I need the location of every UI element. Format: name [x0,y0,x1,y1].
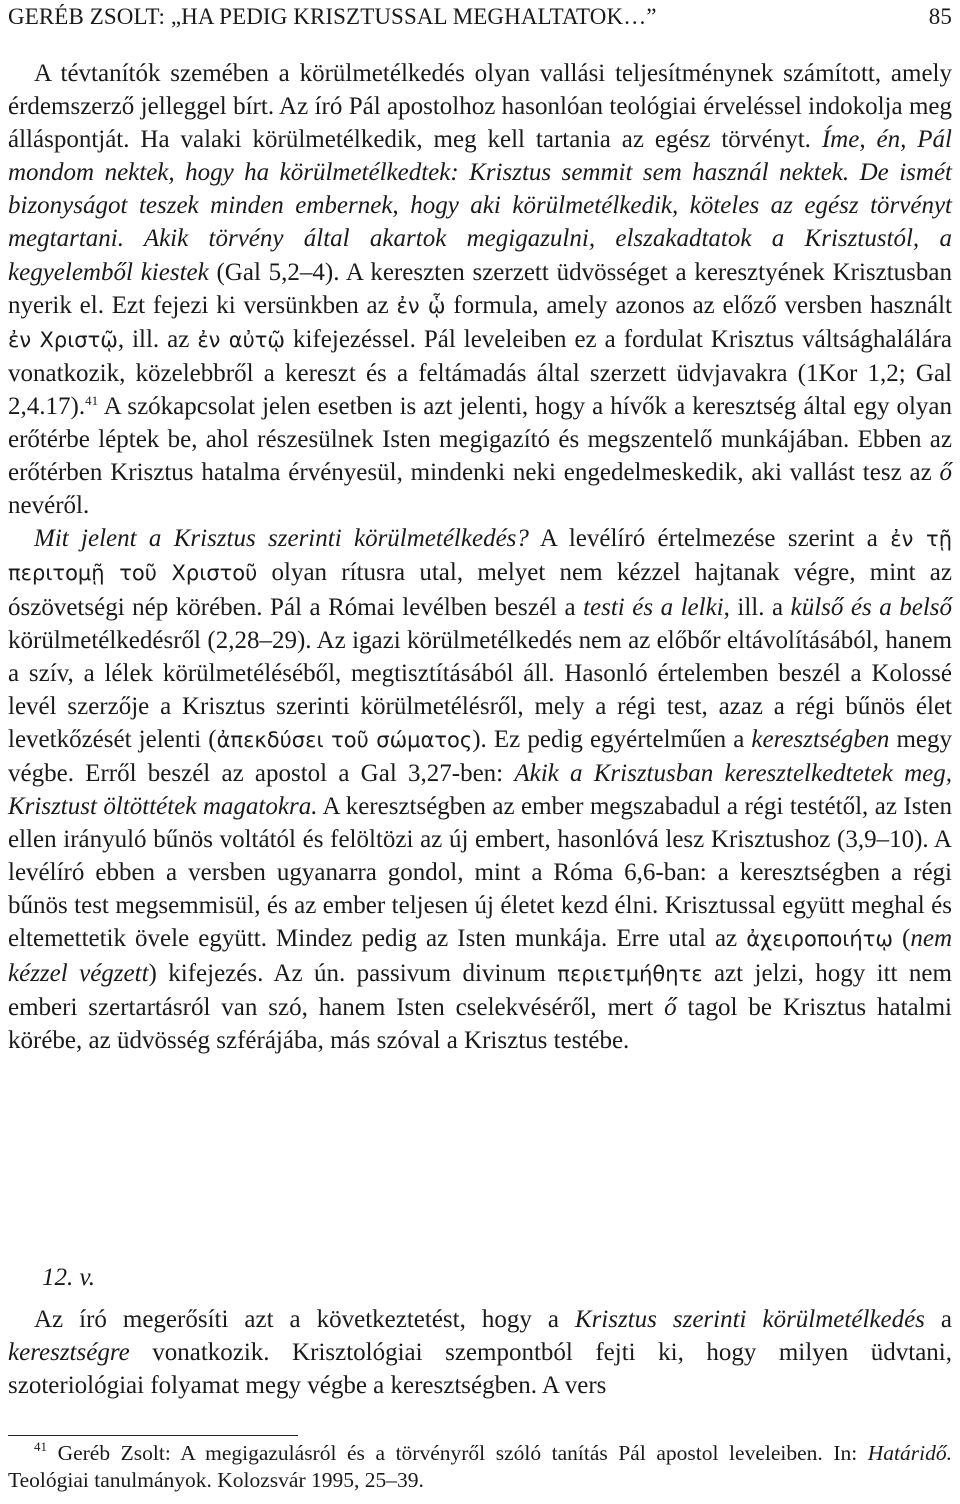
text-run: , ill. a [723,593,791,621]
greek-en-christo: ἐν Χριστῷ [8,327,118,352]
main-text-continued [8,1303,952,1402]
text-run: (Gal 5,2–4). A kereszten szerzett üdvösséget a keresztyének Krisztusban nyerik el. Ezt fejezi ki versünkben az [8,258,952,319]
text-run: A tévtanítók szemében a körülmetélkedés olyan vallási teljesítménynek számított, amely érdemszerző jelleggel bírt. Az író Pál apostolhoz hasonlóan teológiai érveléssel indokolja meg álláspontját. Ha valaki körülmetélkedik, meg kell tartania az egész törvényt. [8,60,952,154]
footnote-41 [8,1440,952,1494]
footnote-divider [8,1435,298,1436]
text-run: megy végbe. Erről beszél az apostol a Gal 3,27-ben: [8,725,952,787]
text-run: ) kifejezés. Az ún. passivum divinum [148,959,558,987]
italic-run: Határidő. [867,1441,952,1465]
section-heading: 12. v. [42,1264,95,1291]
text-run: körülmetélkedésről (2,28–29). Az igazi körülmetélkedés nem az előbőr eltávolításából, hanem a szív, a lélek körülmetéléséből, megtisztításából áll. Hasonló értelemben beszél a Kolossé levél szerzője a Krisztus szerinti körülmetélésről, mely a régi test, azaz a régi bűnös élet levetkőzését jelenti ( [8,626,952,753]
footnote-reference[interactable]: 41 [85,392,99,408]
text-run: ). Ez pedig egyértelműen a [472,725,752,753]
italic-run: nem kézzel végzett [8,925,952,987]
text-run: , ill. az [117,325,198,353]
text-run: A levélíró értelmezése szerint a [528,525,891,553]
text-run: ( [892,925,911,953]
italic-run: Krisztus szerinti körülmetélkedés [574,1306,925,1333]
footnote [8,1440,952,1494]
text-run: A szókapcsolat jelen esetben is azt jelenti, hogy a hívők a keresztség által egy olyan erőtérbe léptek be, ahol részesülnek Isten megigazító és megszentelő munkájában. Ebben az erőtérben Krisztus hatalma érvényesül, mindenki neki engedelmeskedik, aki vallást tesz az [8,392,952,487]
italic-run: testi és a lelki [583,593,724,621]
greek-en-auto: ἐν αὐτῷ [197,327,286,352]
italic-pronoun: ő [939,459,952,487]
text-run: Teológiai tanulmányok. Kolozsvár 1995, 25–39. [8,1468,424,1492]
italic-run: külső és a belső [790,593,952,621]
paragraph-3 [8,1303,952,1402]
italic-question: Mit jelent a Krisztus szerinti körülmetélkedés? [34,525,529,553]
greek-perietmethete: περιετμήθητε [557,961,703,986]
greek-acheiropoieto: ἀχειροποιήτῳ [746,927,893,952]
quote-gal-5-2-4: Íme, én, Pál mondom nektek, hogy ha körülmetélkedtek: Krisztus semmit sem használ nektek. De ismét bizonyságot teszek minden embernek, hogy aki körülmetélkedik, köteles az egész törvényt megtartani. Akik törvény által akartok megigazulni, elszakadtatok a Krisztustól, a kegyelemből kiestek [8,126,953,286]
text-run: olyan rítusra utal, melyet nem kézzel hajtanak végre, mint az ószövetségi nép körében. Pál a Római levélben beszél a [8,559,952,621]
paragraph-2 [8,522,952,1057]
text-run: formula, amely azonos az előző versben használt [445,291,952,319]
running-title: GERÉB ZSOLT: „HA PEDIG KRISZTUSSAL MEGHALTATOK…” [8,4,657,29]
running-header [8,4,952,34]
text-run: vonatkozik. Krisztológiai szempontból fejti ki, hogy milyen üdvtani, szoteriológiai folyamat megy végbe a keresztségben. A vers [8,1339,952,1400]
italic-run: keresztségre [8,1339,130,1367]
greek-peritome: ἐν τῇ περιτομῇ τοῦ Χριστοῦ [8,527,953,586]
text-run: Geréb Zsolt: A megigazulásról és a törvényről szóló tanítás Pál apostol leveleiben. In: [47,1441,868,1465]
italic-run: keresztségben [751,725,890,753]
greek-apekdysei: ἀπεκδύσει τοῦ σώματος [216,727,473,752]
main-text [8,57,952,1057]
text-run: nevéről. [8,492,90,520]
text-run: kifejezéssel. Pál leveleiben ez a fordulat Krisztus váltsághalálára vonatkozik, közelebbről a kereszt és a feltámadás által szerzett üdvjavakra (1Kor 1,2; Gal 2,4.17). [8,325,953,420]
page-number: 85 [928,4,952,29]
text-run: tagol be Krisztus hatalmi körébe, az üdvösség szférájába, más szóval a Krisztus testébe. [8,993,952,1054]
footnote-number: 41 [34,1439,47,1454]
greek-en-ho: ἐν ᾧ [396,293,446,318]
text-run: a [924,1306,952,1333]
text-run: azt jelzi, hogy itt nem emberi szertartásról van szó, hanem Isten cselekvéséről, mert [8,959,952,1021]
text-run: A keresztségben az ember megszabadul a régi testétől, az Isten ellen irányuló bűnös voltától és felöltözi az új embert, hasonlóvá lesz Krisztushoz (3,9–10). A levélíró ebben a versben ugyanarra gondol, mint a Róma 6,6-ban: a keresztségben a régi bűnös test megsemmisül, és az ember teljesen új életet kezd élni. Krisztussal együtt meghal és eltemettetik övele együtt. Mindez pedig az Isten munkája. Erre utal az [8,793,953,953]
text-run: Az író megerősíti azt a következtetést, hogy a [34,1306,575,1333]
quote-gal-3-27: Akik a Krisztusban keresztelkedtetek meg, Krisztust öltöttétek magatokra. [8,759,952,821]
paragraph-1 [8,57,952,522]
italic-pronoun: ő [664,993,677,1021]
